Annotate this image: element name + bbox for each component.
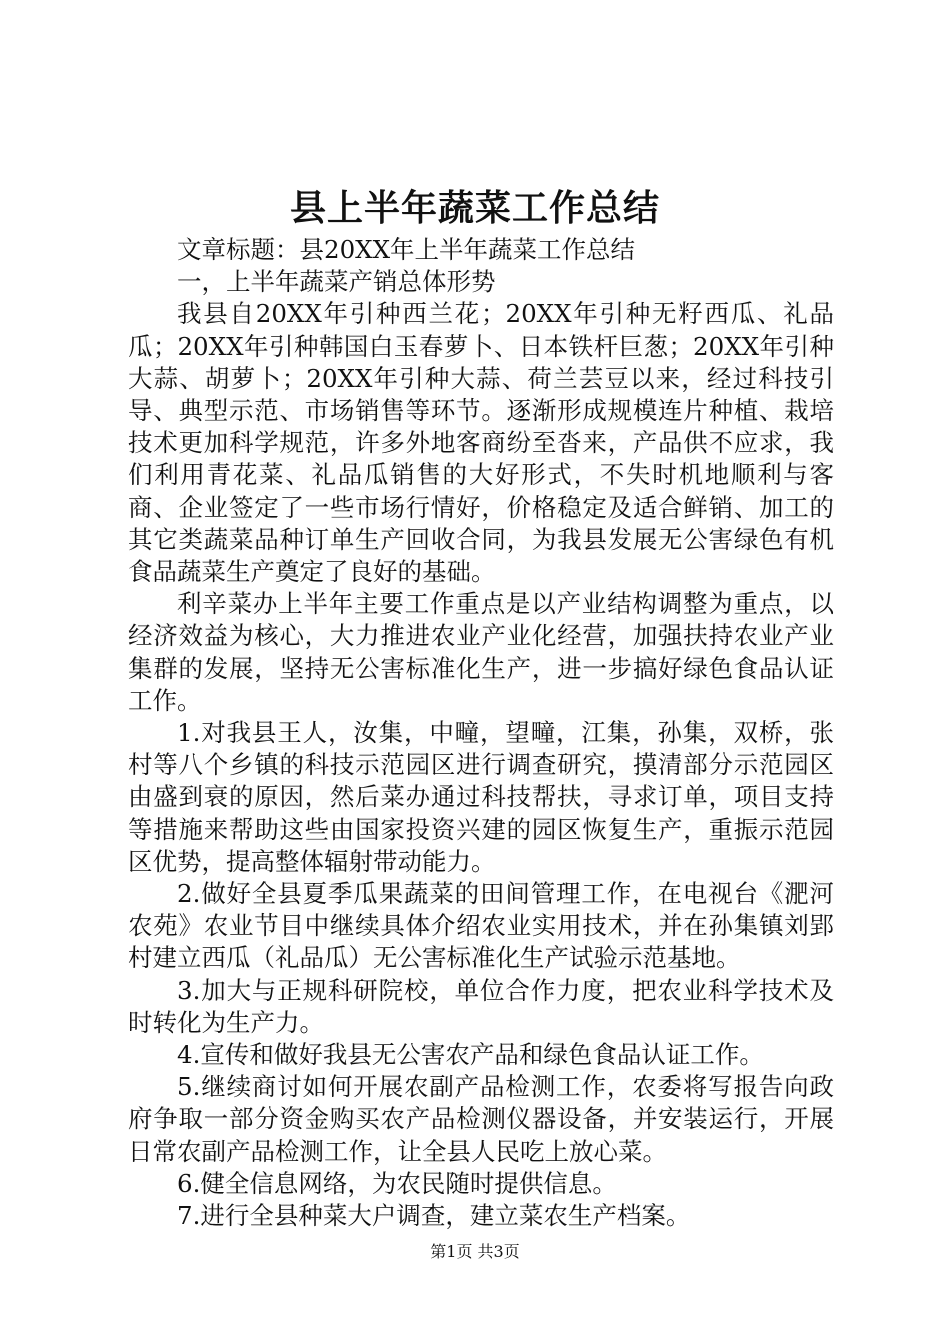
paragraph-overview: 我县自20XX年引种西兰花；20XX年引种无籽西瓜、礼品瓜；20XX年引种韩国白玉春萝卜、日本铁杆巨葱；20XX年引种大蒜、胡萝卜；20XX年引种大蒜、荷兰芸豆以来，经过科技引导、典型示范、市场销售等环节。逐渐形成规模连片种植、栽培技术更加科学规范，许多外地客商纷至沓来，产品供不应求，我们利用青花菜、礼品瓜销售的大好形式，不失时机地顺利与客商、企业签定了一些市场行情好，价格稳定及适合鲜销、加工的其它类蔬菜品种订单生产回收合同，为我县发展无公害绿色有机食品蔬菜生产奠定了良好的基础。	[128, 299, 834, 587]
document-title: 县上半年蔬菜工作总结	[289, 187, 660, 229]
paragraph-work-focus: 利辛菜办上半年主要工作重点是以产业结构调整为重点，以经济效益为核心，大力推进农业产业化经营，加强扶持农业产业集群的发展，坚持无公害标准化生产，进一步搞好绿色食品认证工作。	[128, 589, 834, 715]
paragraph-item-5: 5.继续商讨如何开展农副产品检测工作，农委将写报告向政府争取一部分资金购买农产品检测仪器设备，并安装运行，开展日常农副产品检测工作，让全县人民吃上放心菜。	[128, 1072, 834, 1166]
paragraph-item-2: 2.做好全县夏季瓜果蔬菜的田间管理工作，在电视台《淝河农苑》农业节目中继续具体介绍农业实用技术，并在孙集镇刘郢村建立西瓜（礼品瓜）无公害标准化生产试验示范基地。	[128, 879, 834, 973]
paragraph-article-title: 文章标题：县20XX年上半年蔬菜工作总结	[177, 235, 636, 264]
document-body	[128, 234, 834, 1232]
paragraph-item-4: 4.宣传和做好我县无公害农产品和绿色食品认证工作。	[177, 1040, 764, 1070]
paragraph-item-6: 6.健全信息网络，为农民随时提供信息。	[177, 1168, 617, 1198]
paragraph-item-1: 1.对我县王人，汝集，中疃，望疃，江集，孙集，双桥，张村等八个乡镇的科技示范园区进行调查研究，摸清部分示范园区由盛到衰的原因，然后菜办通过科技帮扶，寻求订单，项目支持等措施来帮助这些由国家投资兴建的园区恢复生产，重振示范园区优势，提高整体辐射带动能力。	[128, 718, 834, 876]
paragraph-item-3: 3.加大与正规科研院校，单位合作力度，把农业科学技术及时转化为生产力。	[128, 975, 834, 1037]
page-number-footer: 第1页 共3页	[430, 1242, 520, 1261]
paragraph-section-heading: 一，上半年蔬菜产销总体形势	[177, 267, 496, 297]
paragraph-item-7: 7.进行全县种菜大户调查，建立菜农生产档案。	[177, 1201, 691, 1231]
